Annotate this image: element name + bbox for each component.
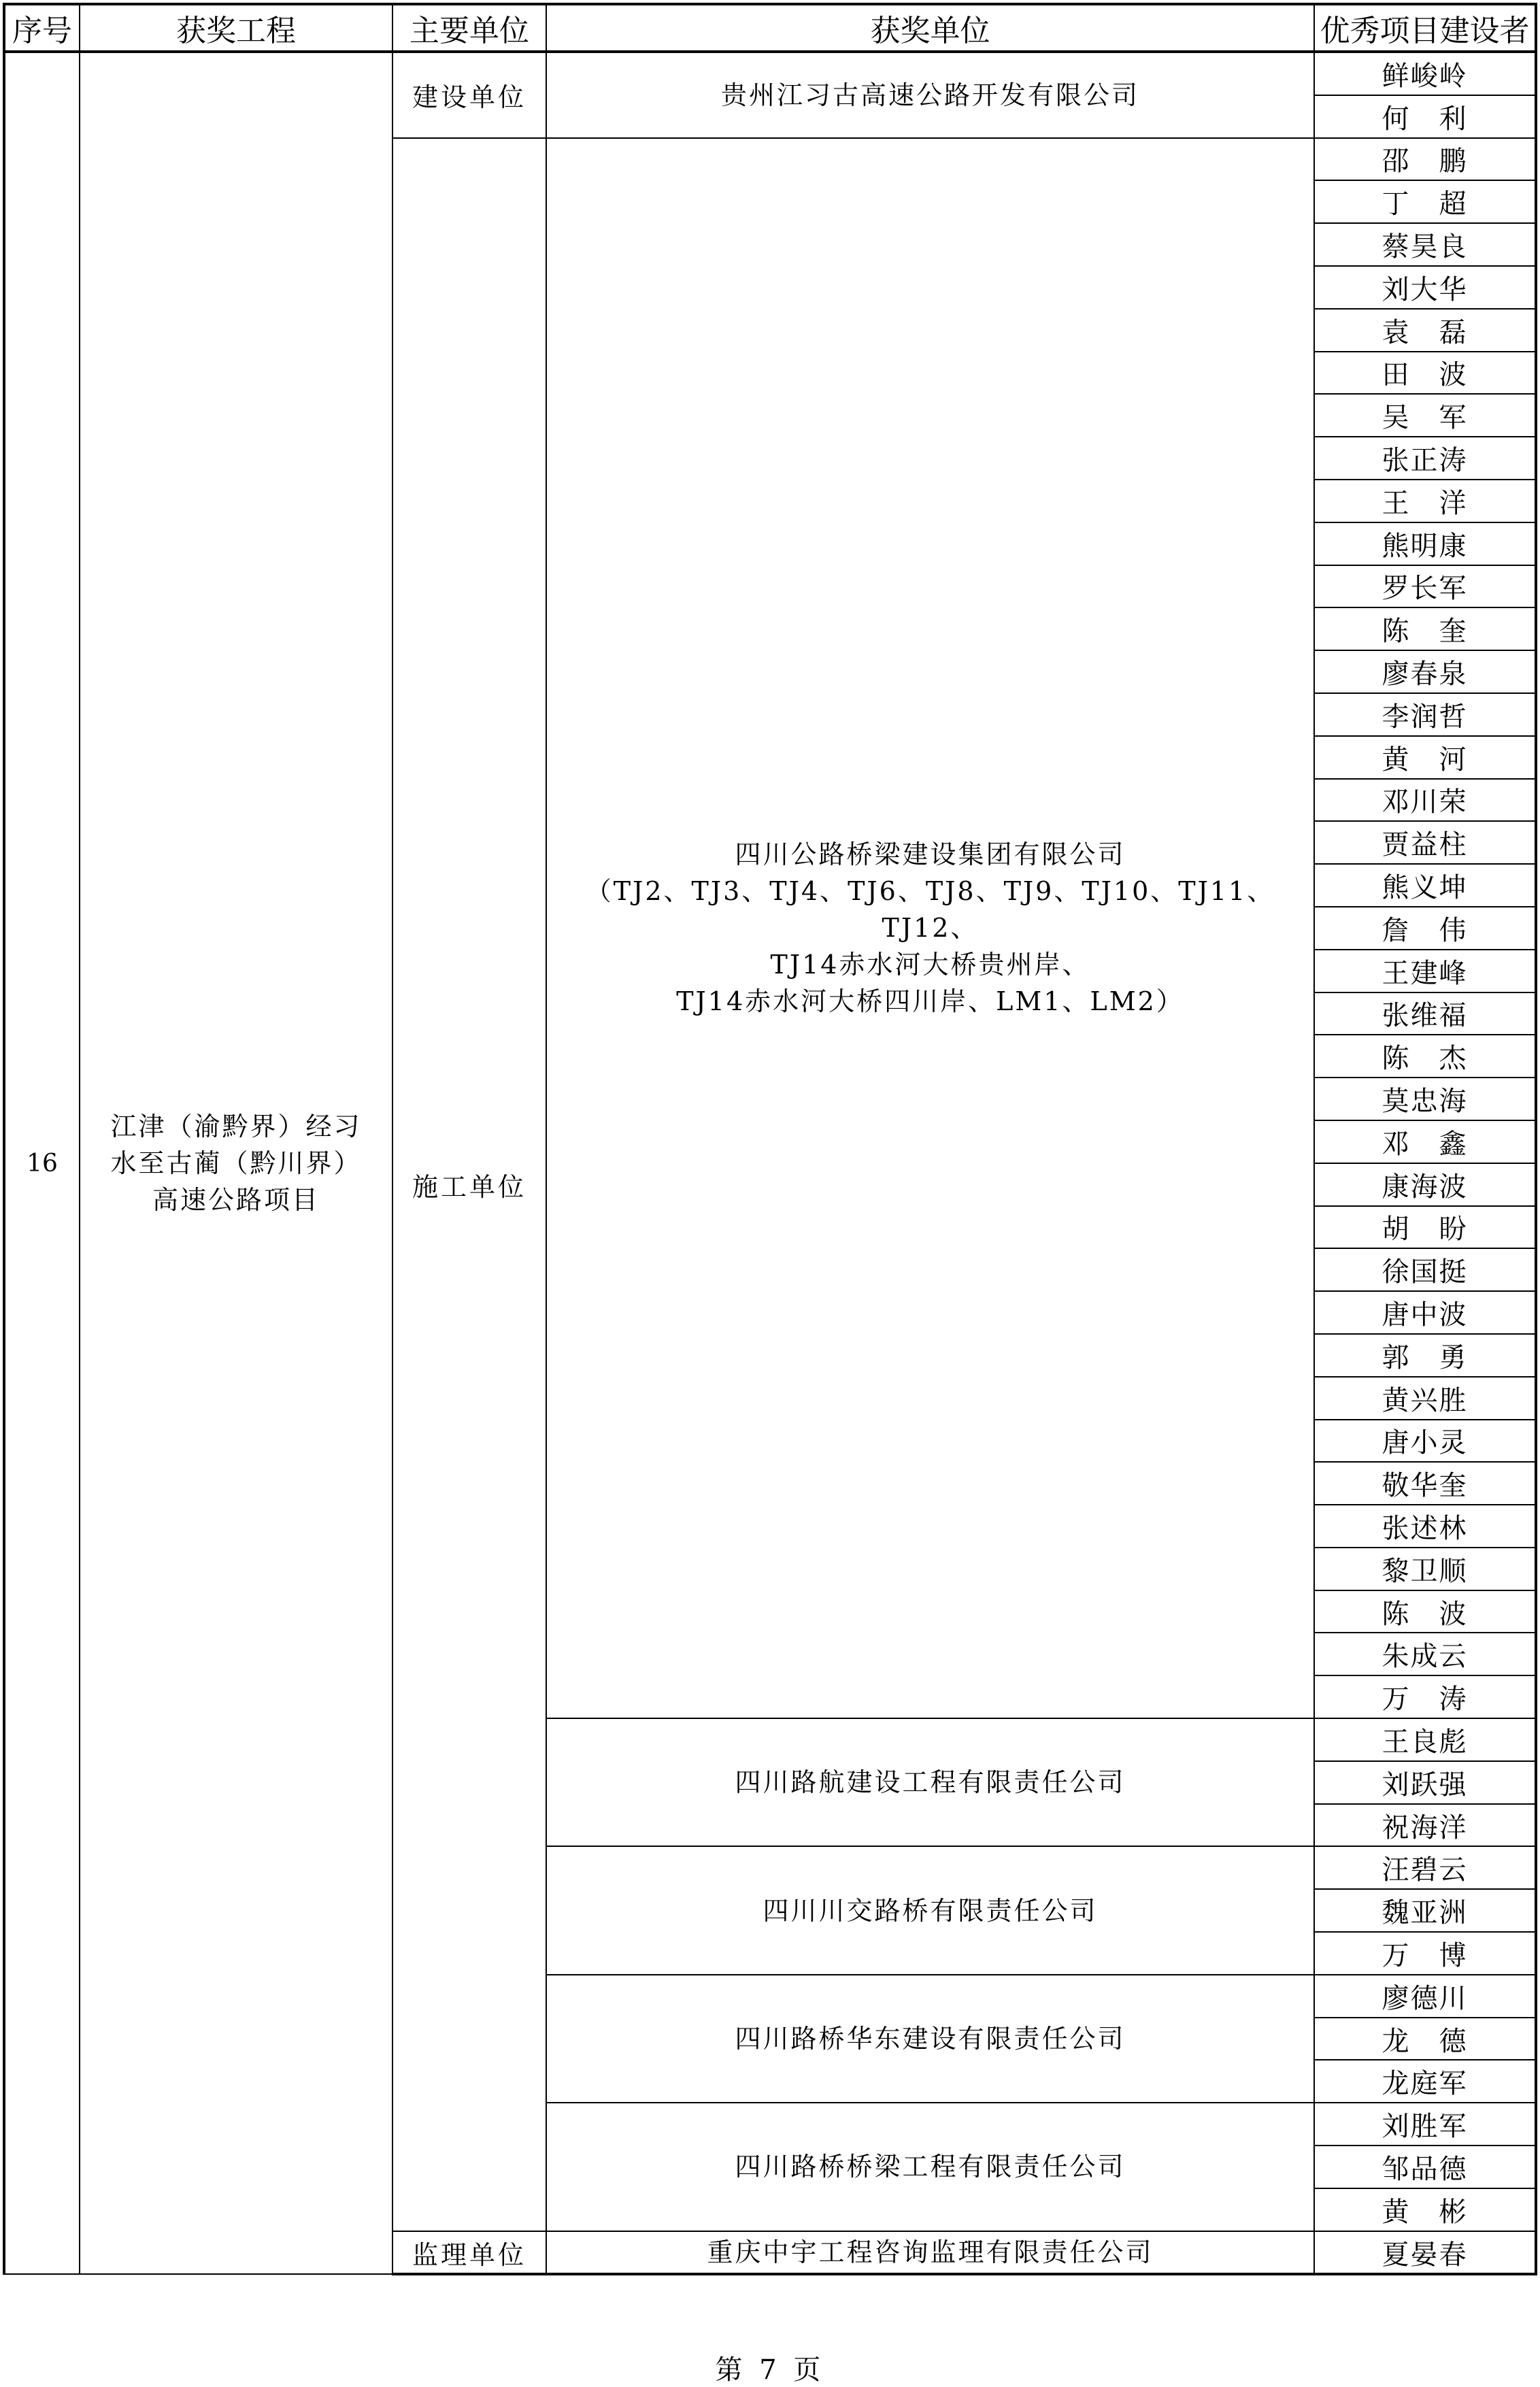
project-name-line: 水至古蔺（黔川界） (110, 1148, 362, 1179)
builder-name: 邵 鹏 (1314, 138, 1536, 181)
award-unit-line: 四川路航建设工程有限责任公司 (735, 1767, 1126, 1798)
builder-name: 刘胜军 (1314, 2103, 1536, 2146)
unit-type-builder: 施工单位 (392, 138, 546, 2231)
builder-name: 袁 磊 (1314, 309, 1536, 352)
builder-name: 熊义坤 (1314, 864, 1536, 907)
builder-name: 黎卫顺 (1314, 1548, 1536, 1590)
award-unit-line: 四川路桥华东建设有限责任公司 (735, 2024, 1126, 2054)
builder-name: 夏晏春 (1314, 2231, 1536, 2275)
builder-name: 詹 伟 (1314, 907, 1536, 950)
builder-name: 田 波 (1314, 352, 1536, 395)
page-number: 第 7 页 (715, 2354, 825, 2386)
builder-name: 何 利 (1314, 95, 1536, 138)
builder-name: 陈 波 (1314, 1590, 1536, 1633)
builder-name: 熊明康 (1314, 522, 1536, 565)
award-unit-line: （TJ2、TJ3、TJ4、TJ6、TJ8、TJ9、TJ10、TJ11、TJ12、 (585, 876, 1275, 944)
header-row (4, 4, 1536, 52)
award-unit (546, 52, 1314, 138)
builder-name: 康海波 (1314, 1163, 1536, 1206)
builder-name: 万 博 (1314, 1932, 1536, 1975)
builder-name: 唐中波 (1314, 1291, 1536, 1334)
award-unit (546, 1718, 1314, 1846)
header-index: 序号 (4, 4, 80, 52)
award-unit-line: TJ14赤水河大桥贵州岸、 (770, 950, 1090, 980)
award-unit-line: 四川川交路桥有限责任公司 (763, 1895, 1098, 1926)
builder-name: 朱成云 (1314, 1633, 1536, 1675)
builder-name: 张述林 (1314, 1505, 1536, 1548)
builder-name: 黄 河 (1314, 736, 1536, 779)
builder-name: 龙庭军 (1314, 2060, 1536, 2103)
award-unit (546, 1975, 1314, 2103)
builder-name: 万 涛 (1314, 1675, 1536, 1718)
builder-name: 王良彪 (1314, 1718, 1536, 1761)
builder-name: 吴 军 (1314, 394, 1536, 437)
builder-name: 唐小灵 (1314, 1420, 1536, 1463)
header-builders: 优秀项目建设者 (1314, 4, 1536, 52)
builder-name: 敬华奎 (1314, 1462, 1536, 1505)
builder-name: 王 洋 (1314, 480, 1536, 522)
header-unit: 获奖单位 (546, 4, 1314, 52)
unit-type-supervisor: 监理单位 (392, 2231, 546, 2275)
builder-name: 胡 盼 (1314, 1206, 1536, 1249)
entry-index: 16 (4, 52, 80, 2274)
award-unit-line: 四川路桥桥梁工程有限责任公司 (735, 2152, 1126, 2182)
award-unit (546, 2103, 1314, 2231)
award-unit-line: 贵州江习古高速公路开发有限公司 (720, 80, 1139, 110)
header-unit-type: 主要单位 (392, 4, 546, 52)
builder-name: 罗长军 (1314, 565, 1536, 608)
award-unit-line: TJ14赤水河大桥四川岸、LM1、LM2） (676, 986, 1184, 1017)
unit-type-construction-owner: 建设单位 (392, 52, 546, 138)
award-unit (546, 138, 1314, 1718)
award-unit-line: 四川公路桥梁建设集团有限公司 (735, 839, 1126, 870)
builder-name: 鲜峻岭 (1314, 52, 1536, 95)
builder-name: 刘大华 (1314, 266, 1536, 309)
builder-name: 贾益柱 (1314, 821, 1536, 864)
builder-name: 蔡昊良 (1314, 223, 1536, 266)
builder-name: 黄 彬 (1314, 2188, 1536, 2231)
builder-name: 龙 德 (1314, 2018, 1536, 2060)
builder-name: 廖春泉 (1314, 650, 1536, 693)
builder-name: 邹品德 (1314, 2146, 1536, 2188)
builder-name: 陈 杰 (1314, 1035, 1536, 1078)
project-name-line: 高速公路项目 (152, 1185, 320, 1216)
builder-name: 祝海洋 (1314, 1804, 1536, 1847)
builder-name: 邓 鑫 (1314, 1120, 1536, 1163)
awards-table (3, 3, 1537, 2275)
project-name-line: 江津（渝黔界）经习 (110, 1112, 362, 1142)
builder-name: 魏亚洲 (1314, 1889, 1536, 1932)
builder-name: 黄兴胜 (1314, 1377, 1536, 1420)
builder-name: 徐国挺 (1314, 1248, 1536, 1291)
builder-name: 莫忠海 (1314, 1078, 1536, 1120)
builder-name: 王建峰 (1314, 950, 1536, 992)
header-project: 获奖工程 (80, 4, 392, 52)
award-unit (546, 1846, 1314, 1974)
builder-name: 李润哲 (1314, 693, 1536, 736)
project-name (80, 52, 392, 2274)
builder-name: 张维福 (1314, 992, 1536, 1035)
builder-name: 汪碧云 (1314, 1846, 1536, 1889)
builder-name: 刘跃强 (1314, 1761, 1536, 1804)
builder-name: 邓川荣 (1314, 779, 1536, 822)
builder-name: 陈 奎 (1314, 607, 1536, 650)
builder-name: 廖德川 (1314, 1975, 1536, 2018)
table-row (4, 52, 1536, 95)
award-unit (546, 2231, 1314, 2275)
builder-name: 张正涛 (1314, 437, 1536, 480)
builder-name: 丁 超 (1314, 180, 1536, 223)
award-unit-line: 重庆中宇工程咨询监理有限责任公司 (707, 2237, 1154, 2268)
builder-name: 郭 勇 (1314, 1334, 1536, 1377)
